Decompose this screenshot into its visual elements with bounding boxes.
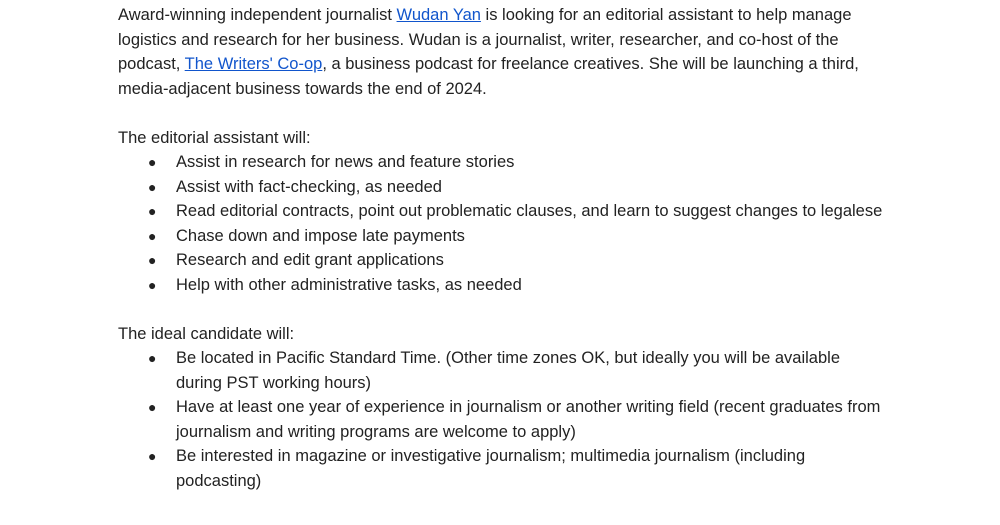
wudan-yan-link[interactable]: Wudan Yan (396, 6, 481, 24)
intro-text-2: is looking for an editorial assistant to help manage logistics and research for her business. Wudan is a journalist, writer, researcher, and co-host of the podcast, (118, 6, 852, 73)
list-item (118, 346, 888, 395)
list-item-text: Assist in research for news and feature stories (176, 153, 515, 171)
bullet-icon: ● (148, 203, 157, 219)
writers-coop-link[interactable]: The Writers' Co-op (184, 55, 323, 73)
candidate-requirements-list (118, 346, 888, 493)
list-item-text: Help with other administrative tasks, as needed (176, 275, 522, 294)
section-heading-candidate: The ideal candidate will: (118, 324, 295, 343)
list-item-text: Research and edit grant applications (176, 251, 444, 269)
spacer (118, 297, 888, 322)
section-heading-assistant: The editorial assistant will: (118, 128, 311, 147)
list-item (118, 150, 888, 175)
document-body (118, 3, 888, 493)
intro-paragraph (118, 3, 888, 101)
bullet-icon: ● (148, 448, 157, 464)
list-item (118, 395, 888, 444)
bullet-icon: ● (148, 154, 157, 170)
list-item (118, 175, 888, 200)
list-item (118, 444, 888, 493)
list-item-text: Read editorial contracts, point out problematic clauses, and learn to suggest changes to legalese (176, 202, 883, 220)
bullet-icon: ● (148, 276, 157, 293)
spacer (118, 101, 888, 126)
bullet-icon: ● (148, 399, 157, 415)
list-item-text: Be located in Pacific Standard Time. (Other time zones OK, but ideally you will be available during PST working hours) (176, 349, 840, 392)
list-item-text: Be interested in magazine or investigative journalism; multimedia journalism (including podcasting) (176, 447, 806, 490)
list-item (118, 248, 888, 273)
bullet-icon: ● (148, 178, 157, 195)
list-item (118, 224, 888, 249)
intro-text-1: Award-winning independent journalist (118, 6, 397, 24)
assistant-duties-list (118, 150, 888, 297)
list-item-text: Assist with fact-checking, as needed (176, 177, 442, 196)
list-item (118, 273, 888, 298)
bullet-icon: ● (148, 227, 157, 244)
list-item-text: Chase down and impose late payments (176, 226, 465, 245)
bullet-icon: ● (148, 350, 157, 366)
intro-text-3: , a business podcast for freelance creatives. She will be launching a third, media-adjacent business towards the end of 2024. (118, 55, 859, 98)
bullet-icon: ● (148, 252, 157, 268)
list-item-text: Have at least one year of experience in journalism or another writing field (recent graduates from journalism and writing programs are welcome to apply) (176, 398, 881, 441)
list-item (118, 199, 888, 224)
